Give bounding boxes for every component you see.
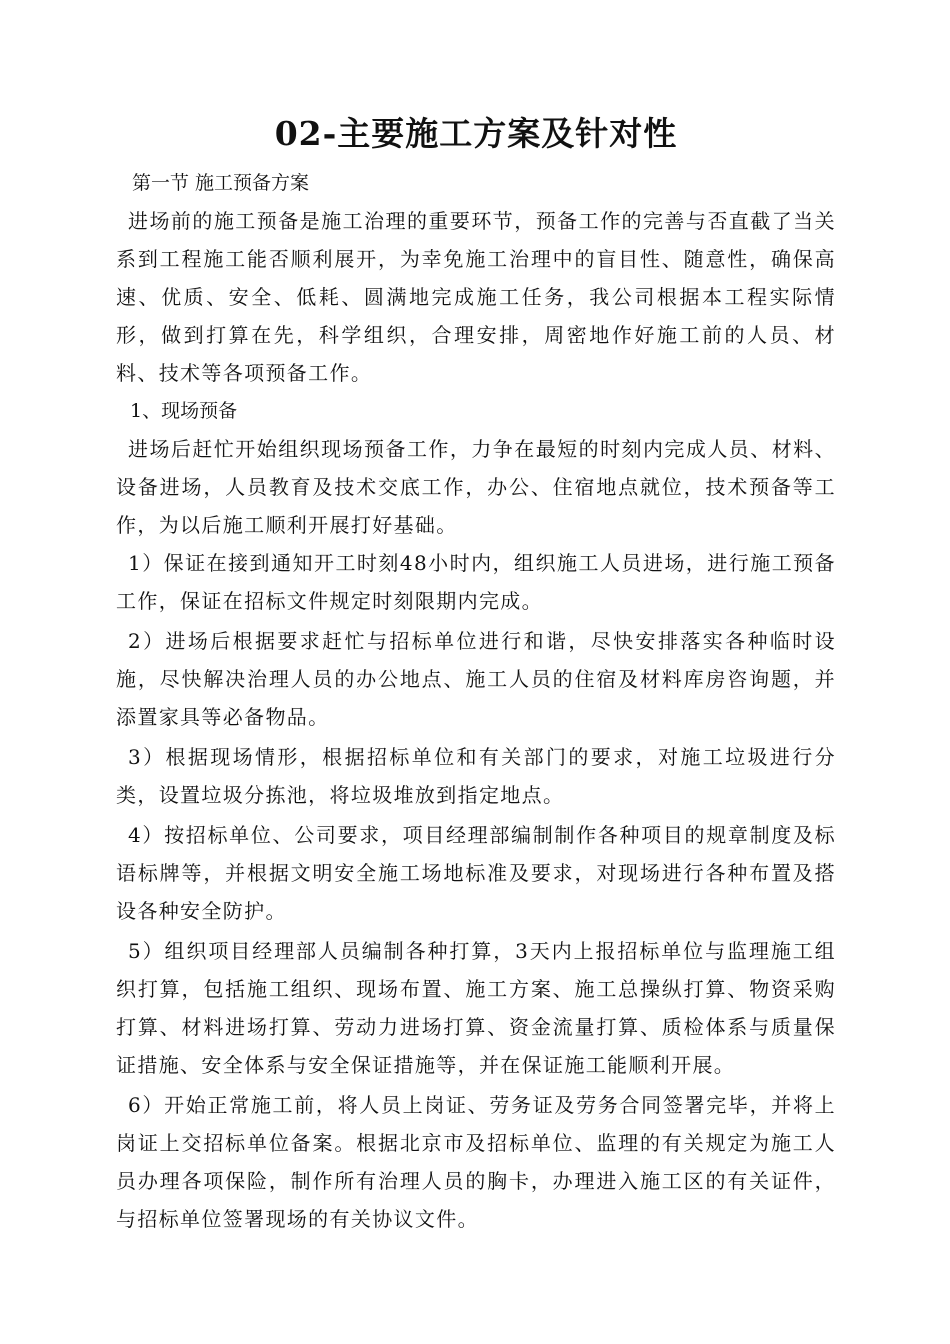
list-item-2: 2）进场后根据要求赶忙与招标单位进行和谐，尽快安排落实各种临时设施，尽快解决治理人员的办公地点、施工人员的住宿及材料库房咨询题，并添置家具等必备物品。	[116, 629, 836, 729]
subsection-heading: 1、现场预备	[130, 400, 238, 422]
list-item-3: 3）根据现场情形，根据招标单位和有关部门的要求，对施工垃圾进行分类，设置垃圾分拣池，将垃圾堆放到指定地点。	[116, 745, 836, 807]
list-item-1: 1）保证在接到通知开工时刻48小时内，组织施工人员进场，进行施工预备工作，保证在招标文件规定时刻限期内完成。	[116, 551, 836, 613]
list-item-6: 6）开始正常施工前，将人员上岗证、劳务证及劳务合同签署完毕，并将上岗证上交招标单位备案。根据北京市及招标单位、监理的有关规定为施工人员办理各项保险，制作所有治理人员的胸卡，办理进入施工区的有关证件，与招标单位签署现场的有关协议文件。	[116, 1093, 836, 1231]
section-heading: 第一节 施工预备方案	[132, 172, 310, 194]
list-item-5: 5）组织项目经理部人员编制各种打算，3天内上报招标单位与监理施工组织打算，包括施工组织、现场布置、施工方案、施工总操纵打算、物资采购打算、材料进场打算、劳动力进场打算、资金流量打算、质检体系与质量保证措施、安全体系与安全保证措施等，并在保证施工能顺利开展。	[116, 939, 836, 1077]
document-page	[116, 100, 836, 1238]
list-item-4: 4）按招标单位、公司要求，项目经理部编制制作各种项目的规章制度及标语标牌等，并根据文明安全施工场地标准及要求，对现场进行各种布置及搭设各种安全防护。	[116, 823, 836, 923]
intro-paragraph: 进场前的施工预备是施工治理的重要环节，预备工作的完善与否直截了当关系到工程施工能否顺利展开，为幸免施工治理中的盲目性、随意性，确保高速、优质、安全、低耗、圆满地完成施工任务，我公司根据本工程实际情形，做到打算在先，科学组织，合理安排，周密地作好施工前的人员、材料、技术等各项预备工作。	[116, 209, 836, 385]
subsection-paragraph: 进场后赶忙开始组织现场预备工作，力争在最短的时刻内完成人员、材料、设备进场，人员教育及技术交底工作，办公、住宿地点就位，技术预备等工作，为以后施工顺利开展打好基础。	[116, 437, 836, 537]
document-title: 02-主要施工方案及针对性	[274, 114, 678, 153]
